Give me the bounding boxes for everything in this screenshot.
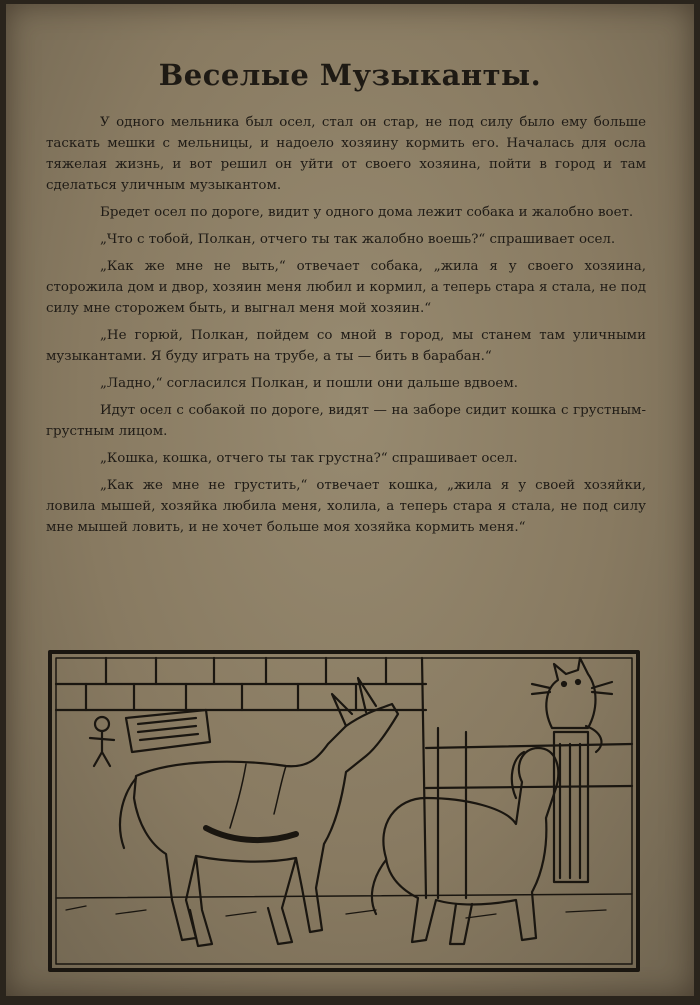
paragraph: „Ладно,“ согласился Полкан, и пошли они дальше вдвоем. xyxy=(100,376,519,391)
paragraph: У одного мельника был осел, стал он стар, не под силу было ему больше таскать мешки с мельницы, и надоело хозяину кормить его. Началась для осла тяжелая жизнь, и вот решил он уйти от своего хозяина, пойти в город и там сделаться уличным музыкантом. xyxy=(46,115,646,193)
paragraph: „Не горюй, Полкан, пойдем со мной в город, мы станем там уличными музыкантами. Я буду играть на трубе, а ты — бить в барабан.“ xyxy=(46,328,646,364)
page-title: Веселые Музыканты. xyxy=(158,58,542,92)
paragraph: „Кошка, кошка, отчего ты так грустна?“ спрашивает осел. xyxy=(100,451,518,466)
illustration-donkey-dog-cat xyxy=(46,648,642,974)
paragraph: „Что с тобой, Полкан, отчего ты так жалобно воешь?“ спрашивает осел. xyxy=(100,232,616,247)
paragraph: „Как же мне не выть,“ отвечает собака, „жила я у своего хозяина, сторожила дом и двор, хозяин меня любил и кормил, а теперь стара я стала, не под силу мне сторожем быть, и выгнал меня мой хозяин.“ xyxy=(46,259,646,316)
paragraph: Идут осел с собакой по дороге, видят — на заборе сидит кошка с грустным-грустным лицом. xyxy=(46,403,646,439)
story-text xyxy=(46,112,646,544)
paragraph: Бредет осел по дороге, видит у одного дома лежит собака и жалобно воет. xyxy=(100,205,634,220)
paragraph: „Как же мне не грустить,“ отвечает кошка, „жила я у своей хозяйки, ловила мышей, хозяйка любила меня, холила, а теперь стара я стала, не под силу мне мышей ловить, и не хочет больше моя хозяйка кормить меня.“ xyxy=(46,478,646,535)
